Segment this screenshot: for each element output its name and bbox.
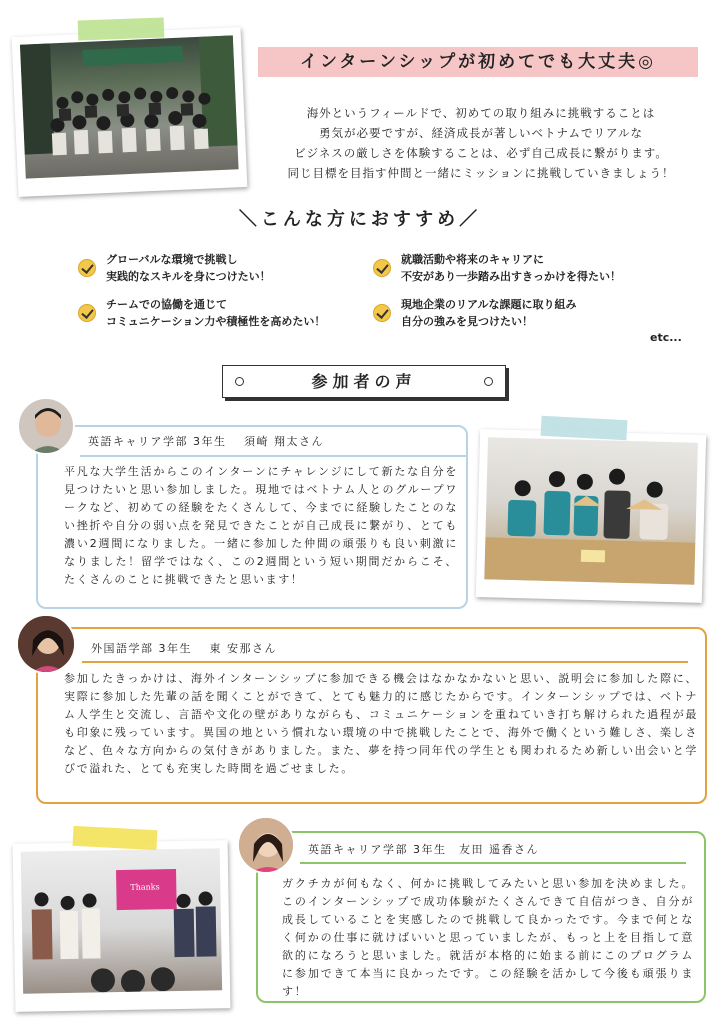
group-photo xyxy=(12,27,248,197)
avatar xyxy=(16,614,76,674)
recommend-item xyxy=(106,251,271,285)
team-photo xyxy=(476,429,706,603)
intro-line: 海外というフィールドで、初めての取り組みに挑戦することは xyxy=(306,106,656,120)
check-icon xyxy=(373,259,391,277)
circle-icon xyxy=(235,377,244,386)
recommend-item-line: 就職活動や将来のキャリアに xyxy=(401,253,544,266)
intro-text xyxy=(246,103,716,183)
voices-heading-text: 参加者の声 xyxy=(311,372,417,391)
recommend-item xyxy=(106,296,325,330)
voice-text: ガクチカが何もなく、何かに挑戦してみたいと思い参加を決めました。このインターンシップで成功体験がたくさんできて自信がつき、自分が成長していることを実感したので挑戦して良かったです。今まで何となく何かの仕事に就けばいいと思っていましたが、もっと上を目指して意欲的になろうと思いました。就活が本格的に始まる前にこのプログラムに参加できて本当に良かったです。この経験を活かして今後も頑張ります！ xyxy=(282,877,694,998)
recommend-item-line: 実践的なスキルを身につけたい！ xyxy=(106,270,271,283)
check-icon xyxy=(78,259,96,277)
name-underline xyxy=(300,862,686,864)
recommend-item-line: コミュニケーション力や積極性を高めたい！ xyxy=(106,315,326,328)
intro-line: 同じ目標を目指す仲間と一緒にミッションに挑戦していきましょう！ xyxy=(287,166,675,180)
participant-name: 英語キャリア学部 3年生 須崎 翔太さん xyxy=(88,435,324,448)
check-icon xyxy=(78,304,96,322)
name-underline xyxy=(80,455,466,457)
recommend-item xyxy=(401,296,577,330)
voice-text: 平凡な大学生活からこのインターンにチャレンジにして新たな自分を見つけたいと思い参加しました。現地ではベトナム人とのグループワークなど、初めての経験をたくさんして、今までに経験したことのない挫折や自分の弱い点を発見できたことが自己成長に繋がり、とても濃い2週間になりました。一緒に参加した仲間の頑張りも良い刺激になりました！留学ではなく、この2週間という短い期間だからこそ、たくさんのことに挑戦できたと思います！ xyxy=(64,465,458,586)
recommend-item-line: 不安があり一歩踏み出すきっかけを得たい！ xyxy=(401,270,621,283)
check-icon xyxy=(373,304,391,322)
recommend-item xyxy=(401,251,621,285)
page-title: インターンシップが初めてでも大丈夫◎ xyxy=(258,47,698,77)
recommend-item-line: 自分の強みを見つけたい！ xyxy=(401,315,533,328)
etc-label: etc... xyxy=(650,331,682,344)
slide-text: Thanks xyxy=(130,882,160,892)
participant-name: 英語キャリア学部 3年生 友田 遥香さん xyxy=(308,843,539,856)
washi-tape xyxy=(78,18,165,41)
recommend-item-line: チームでの協働を通じて xyxy=(106,298,227,311)
recommend-item-line: グローバルな環境で挑戦し xyxy=(106,253,238,266)
intro-line: ビジネスの厳しさを体験することは、必ず自己成長に繋がります。 xyxy=(294,146,668,160)
intro-line: 勇気が必要ですが、経済成長が著しいベトナムでリアルな xyxy=(319,126,643,140)
presentation-photo xyxy=(13,840,231,1012)
voice-text: 参加したきっかけは、海外インターンシップに参加できる機会はなかなかないと思い、説明会に参加した際に、実際に参加した先輩の話を聞くことができて、とても魅力的に感じたからです。インターンシップでは、ベトナム人学生と交流し、言語や文化の壁がありながらも、コミュニケーションを重ねていき打ち解けられた過程が最も印象に残っています。異国の地という慣れない環境の中で挑戦したことで、海外で働くという難しさ、楽しさなど、色々な方向からの気付きがありました。また、夢を持つ同年代の学生とも関われるため新しい出会いと学びで溢れた、とても充実した時間を過ごせました。 xyxy=(64,672,698,775)
voices-heading xyxy=(222,365,506,398)
name-underline xyxy=(82,661,688,663)
recommend-heading: ＼こんな方におすすめ／ xyxy=(238,209,482,230)
recommend-item-line: 現地企業のリアルな課題に取り組み xyxy=(401,298,577,311)
avatar xyxy=(237,816,295,874)
circle-icon xyxy=(484,377,493,386)
avatar xyxy=(17,397,75,455)
participant-name: 外国語学部 3年生 東 安那さん xyxy=(91,642,277,655)
